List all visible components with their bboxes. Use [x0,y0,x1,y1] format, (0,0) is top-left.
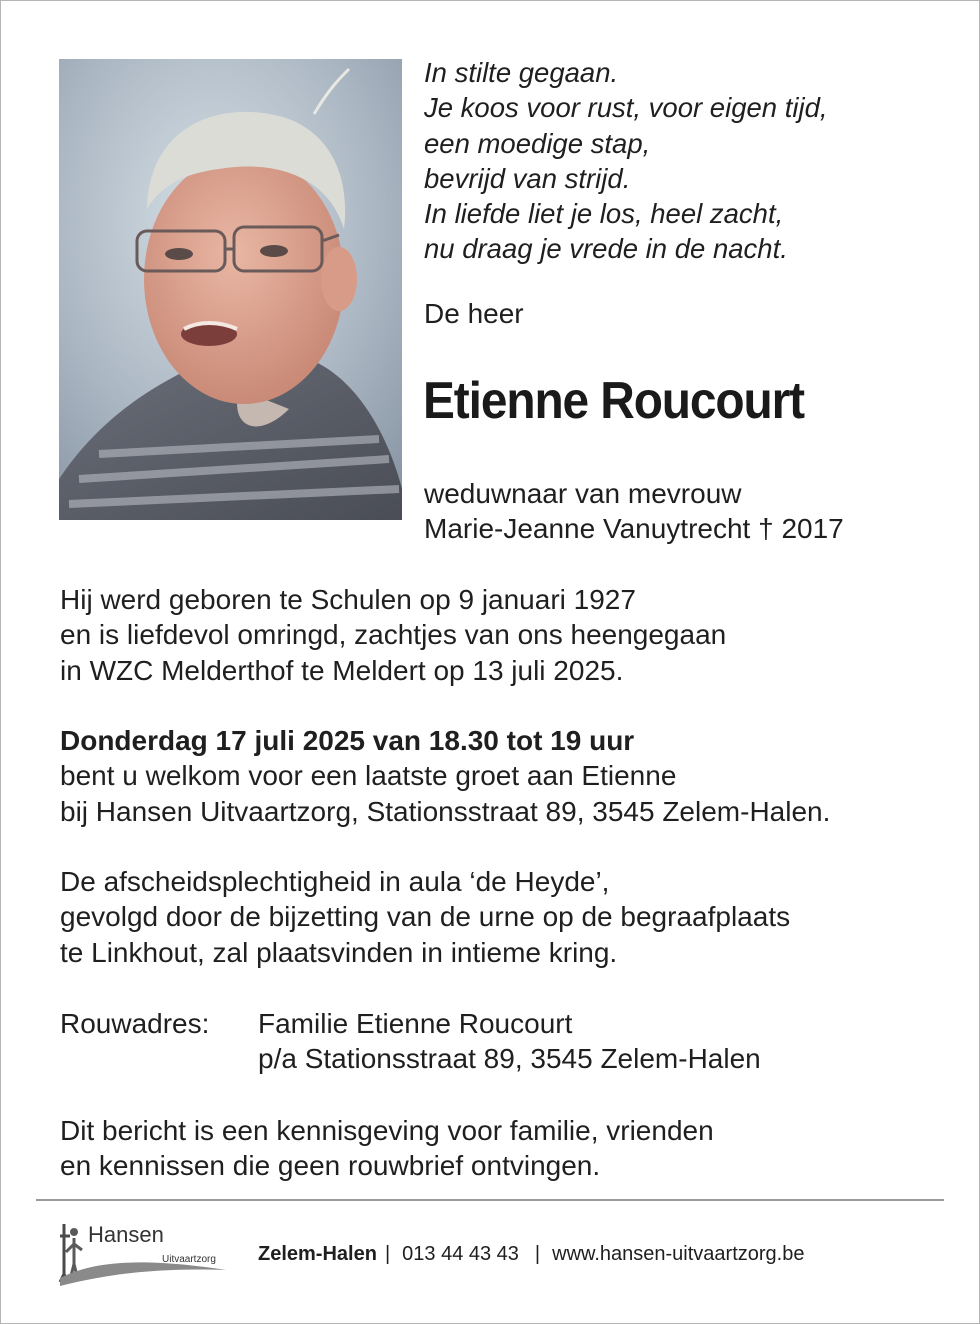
ceremony-paragraph [60,864,790,970]
salutation: De heer [424,298,524,329]
address-line: Familie Etienne Roucourt [258,1008,573,1039]
footer-contact [258,1240,804,1268]
poem-line: een moedige stap, [424,127,651,159]
footer-separator: | [384,1243,391,1265]
logo-title: Hansen [88,1222,164,1247]
poem-line: In stilte gegaan. [424,57,619,88]
address-line: p/a Stationsstraat 89, 3545 Zelem-Halen [258,1043,761,1075]
footer-city: Zelem-Halen [258,1243,377,1265]
visitation-line: bent u welkom voor een laatste groet aan Etienne [60,760,677,792]
birth-line: in WZC Melderthof te Meldert op 13 juli 2025. [60,654,624,686]
poem [424,55,944,267]
notice-line: en kennissen die geen rouwbrief ontvingen. [60,1150,601,1182]
widower-text [424,476,844,546]
portrait-photo [59,59,402,520]
ceremony-line: gevolgd door de bijzetting van de urne op de begraafplaats [60,901,791,933]
deceased-name: Etienne Roucourt [423,372,805,430]
footer-website[interactable]: www.hansen-uitvaartzorg.be [552,1243,805,1265]
visitation-line: bij Hansen Uitvaartzorg, Stationsstraat 89, 3545 Zelem-Halen. [60,795,831,827]
logo-subtitle: Uitvaartzorg [162,1254,216,1265]
visitation-paragraph [60,723,830,829]
poem-line: Je koos voor rust, voor eigen tijd, [424,92,828,124]
visitation-heading: Donderdag 17 juli 2025 van 18.30 tot 19 uur [60,725,635,756]
footer-divider [36,1199,944,1201]
ceremony-line: De afscheidsplechtigheid in aula ‘de Heyde’, [60,866,610,897]
widower-line: Marie-Jeanne Vanuytrecht † 2017 [424,513,844,544]
poem-line: In liefde liet je los, heel zacht, [424,198,784,230]
hansen-logo [56,1220,236,1288]
footer-phone[interactable]: 013 44 43 43 [402,1243,519,1265]
ceremony-line: te Linkhout, zal plaatsvinden in intieme kring. [60,936,618,968]
widower-line: weduwnaar van mevrouw [424,478,742,509]
notice-paragraph [60,1113,714,1184]
footer-separator: | [534,1243,541,1265]
poem-line: nu draag je vrede in de nacht. [424,233,788,265]
poem-line: bevrijd van strijd. [424,162,631,194]
notice-line: Dit bericht is een kennisgeving voor familie, vrienden [60,1115,714,1146]
address-value [258,1006,761,1077]
birth-line: Hij werd geboren te Schulen op 9 januari 1927 [60,584,636,615]
birth-paragraph [60,582,726,688]
birth-line: en is liefdevol omringd, zachtjes van ons heengegaan [60,619,727,651]
address-label: Rouwadres: [60,1008,210,1039]
